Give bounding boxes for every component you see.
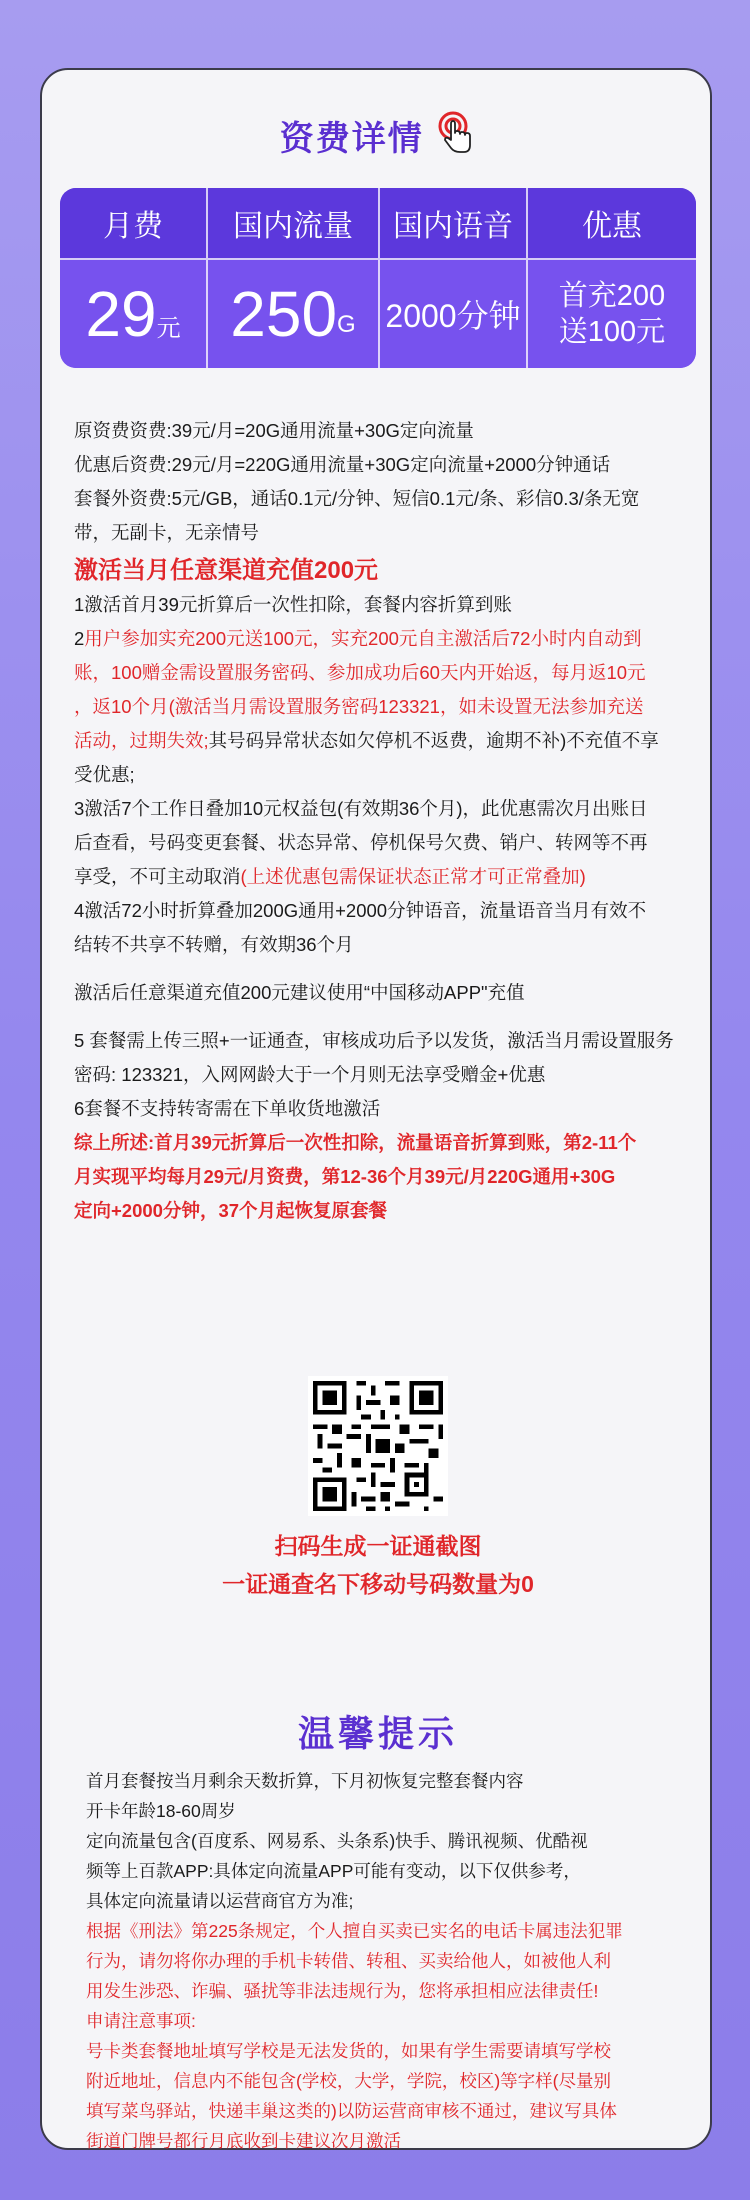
data-value: 250 (230, 278, 338, 350)
discount-fee: 优惠后资费:29元/月=220G通用流量+30G定向流量+2000分钟通话 (74, 454, 611, 475)
qr-code-icon (308, 1376, 448, 1516)
pointing-hand-icon (436, 110, 476, 161)
tariff-details (74, 414, 686, 1228)
tips-section (86, 1766, 682, 2156)
item-3-text: 享受，不可主动取消 (74, 866, 241, 887)
item-2-black-tail: 其号码异常状态如欠停机不返费，逾期不补)不充值不享 (208, 730, 659, 751)
header-promotion: 优惠 (528, 188, 696, 260)
item-3: 3激活7个工作日叠加10元权益包(有效期36个月)，此优惠需次月出账日 (74, 798, 648, 819)
tip-line: 首月套餐按当月剩余天数折算，下月初恢复完整套餐内容 (86, 1771, 524, 1791)
item-2-line-3: ，返10个月(激活当月需设置服务密码123321，如未设置无法参加充送 (74, 696, 644, 717)
legal-warning-line: 根据《刑法》第225条规定，个人擅自买卖已实名的电话卡属违法犯罪 (86, 1921, 623, 1941)
application-note-line: 街道门牌号都行月底收到卡建议次月激活 (86, 2131, 401, 2151)
item-5-line-2: 密码: 123321，入网网龄大于一个月则无法享受赠金+优惠 (74, 1064, 546, 1085)
original-fee: 原资费资费:39元/月=20G通用流量+30G定向流量 (74, 420, 474, 441)
item-2-number: 2 (74, 628, 85, 649)
monthly-fee-cell (60, 260, 208, 368)
application-note-line: 填写菜鸟驿站，快递丰巢这类的)以防运营商审核不通过，建议写具体 (86, 2101, 617, 2121)
item-5: 5 套餐需上传三照+一证通查，审核成功后予以发货，激活当月需设置服务 (74, 1030, 674, 1051)
item-2-line-2: 账，100赠金需设置服务密码、参加成功后60天内开始返，每月返10元 (74, 662, 646, 683)
voice-value: 2000分钟 (385, 298, 521, 334)
item-2-line-5: 受优惠; (74, 764, 135, 785)
monthly-fee-value: 29 (85, 278, 157, 350)
header-domestic-voice: 国内语音 (380, 188, 528, 260)
application-notes-title: 申请注意事项: (86, 2011, 196, 2031)
voice-cell (380, 260, 528, 368)
header-domestic-data: 国内流量 (208, 188, 380, 260)
tip-line: 定向流量包含(百度系、网易系、头条系)快手、腾讯视频、优酷视 (86, 1831, 588, 1851)
page-title: 资费详情 (279, 120, 424, 158)
qr-caption-2: 一证通查名下移动号码数量为0 (222, 1571, 534, 1597)
extra-fee: 套餐外资费:5元/GB，通话0.1元/分钟、短信0.1元/条、彩信0.3/条无宽 (74, 488, 640, 509)
extra-fee-cont: 带，无副卡，无亲情号 (74, 522, 260, 543)
tip-line: 开卡年龄18-60周岁 (86, 1801, 236, 1821)
item-3-red-note: (上述优惠包需保证状态正常才可正常叠加) (240, 866, 586, 887)
price-table (60, 188, 696, 368)
application-note-line: 附近地址，信息内不能包含(学校，大学，学院，校区)等字样(尽量别 (86, 2071, 611, 2091)
legal-warning-line: 行为，请勿将你办理的手机卡转借、转租、买卖给他人，如被他人利 (86, 1951, 611, 1971)
tip-line: 频等上百款APP:具体定向流量APP可能有变动，以下仅供参考， (86, 1861, 581, 1881)
price-table-values (60, 260, 696, 368)
qr-caption-1: 扫码生成一证通截图 (274, 1533, 482, 1559)
data-unit: G (337, 311, 356, 338)
item-2-red-tail: 活动，过期失效; (74, 730, 209, 751)
tariff-card (40, 68, 712, 2150)
data-cell (208, 260, 380, 368)
item-2 (74, 622, 686, 656)
promo-line-1: 首充200 (558, 280, 666, 312)
promo-cell (528, 260, 696, 368)
item-1: 1激活首月39元折算后一次性扣除，套餐内容折算到账 (74, 594, 512, 615)
price-table-header (60, 188, 696, 260)
item-4-line-2: 结转不共享不转赠，有效期36个月 (74, 934, 354, 955)
item-4: 4激活72小时折算叠加200G通用+2000分钟语音，流量语音当月有效不 (74, 900, 647, 921)
promo-line-2: 送100元 (558, 316, 666, 348)
header (42, 110, 714, 161)
item-2-line-4 (74, 724, 686, 758)
recharge-title: 激活当月任意渠道充值200元 (74, 557, 379, 584)
header-monthly-fee: 月费 (60, 188, 208, 260)
app-recharge-note: 激活后任意渠道充值200元建议使用“中国移动APP"充值 (74, 982, 525, 1003)
summary-line-1: 综上所述:首月39元折算后一次性扣除，流量语音折算到账，第2-11个 (74, 1132, 637, 1153)
summary-line-3: 定向+2000分钟，37个月起恢复原套餐 (74, 1200, 388, 1221)
application-note-line: 号卡类套餐地址填写学校是无法发货的，如果有学生需要请填写学校 (86, 2041, 611, 2061)
item-3-line-2: 后查看，号码变更套餐、状态异常、停机保号欠费、销户、转网等不再 (74, 832, 648, 853)
tips-title: 温馨提示 (297, 1713, 458, 1754)
legal-warning-line: 用发生涉恐、诈骗、骚扰等非法违规行为，您将承担相应法律责任! (86, 1981, 599, 2001)
monthly-fee-unit: 元 (156, 314, 181, 342)
item-2-red-text: 用户参加实充200元送100元，实充200元自主激活后72小时内自动到 (84, 628, 642, 649)
tip-line: 具体定向流量请以运营商官方为准; (86, 1891, 354, 1911)
item-3-line-3 (74, 860, 686, 894)
summary-line-2: 月实现平均每月29元/月资费，第12-36个月39元/月220G通用+30G (74, 1166, 616, 1187)
item-6: 6套餐不支持转寄需在下单收货地激活 (74, 1098, 381, 1119)
